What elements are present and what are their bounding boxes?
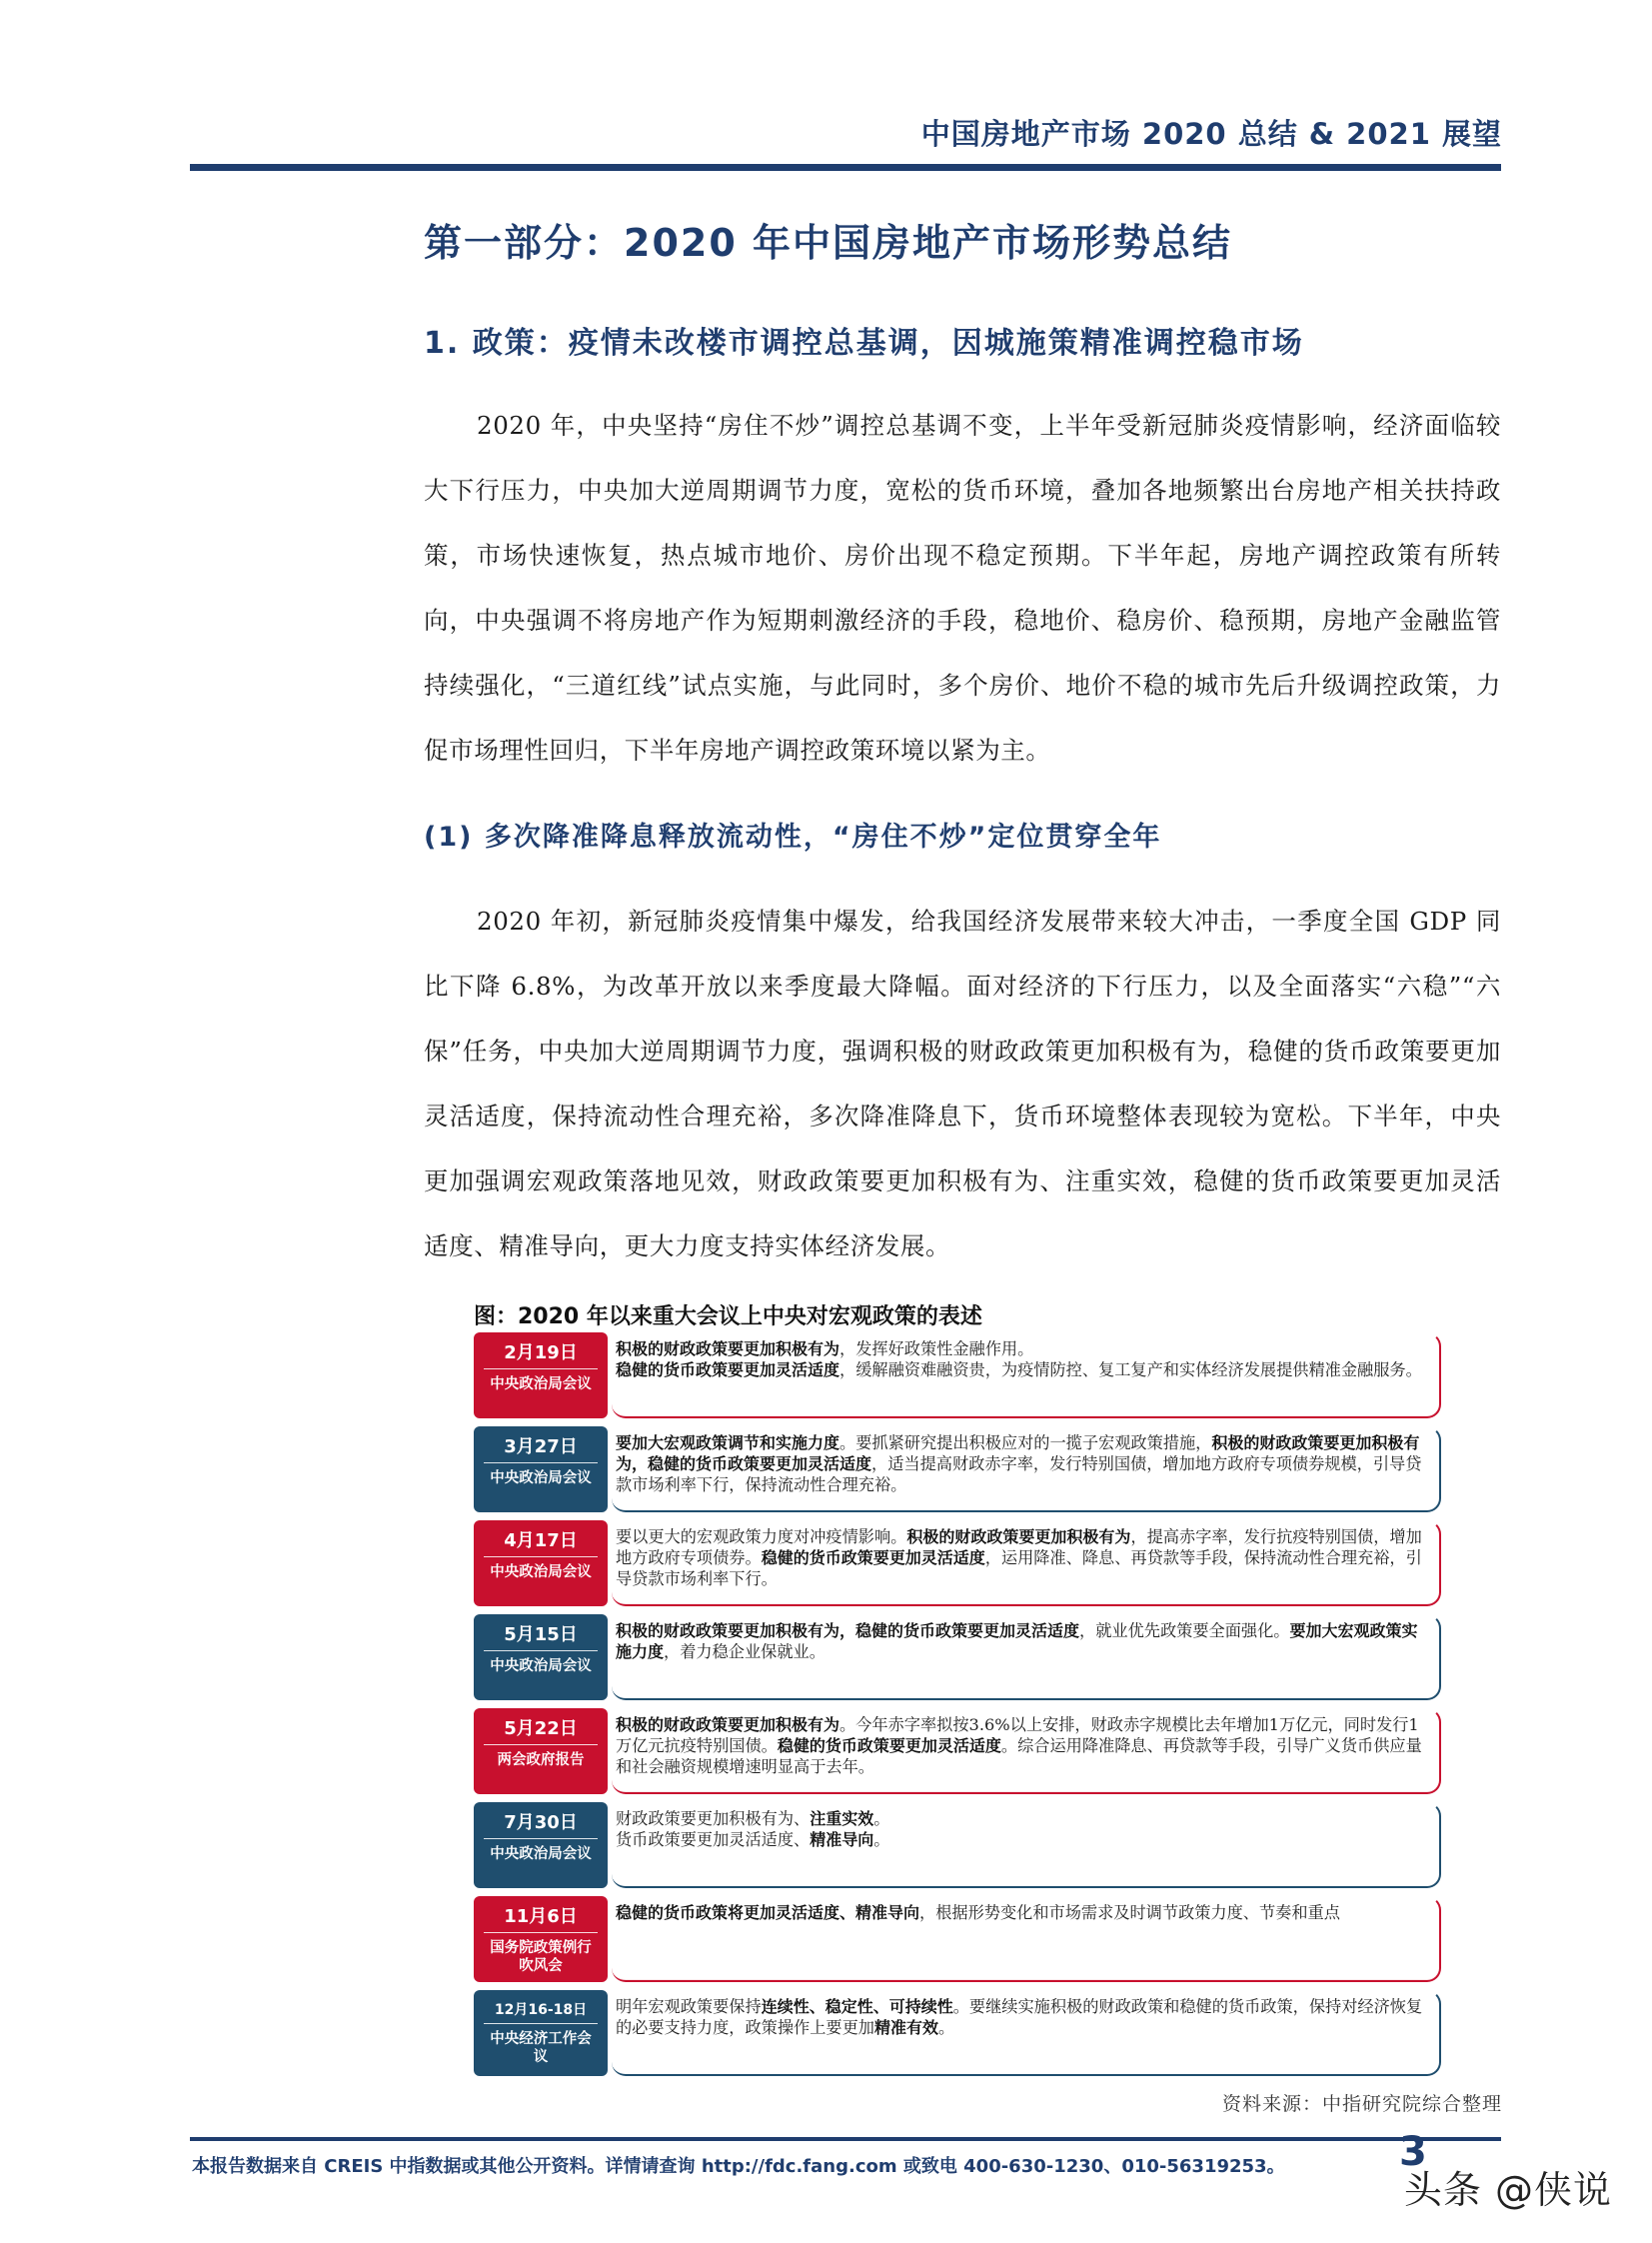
timeline-description — [612, 1708, 1441, 1794]
timeline-row — [474, 1990, 1443, 2076]
timeline-date: 4月17日 — [484, 1520, 598, 1557]
section-title: 1. 政策：疫情未改楼市调控总基调，因城施策精准调控稳市场 — [424, 326, 1304, 361]
emphasis-text: 积极的财政政策要更加积极有为，稳健的货币政策要更加灵活适度 — [616, 1433, 1420, 1473]
emphasis-text: 要加大宏观政策实施力度 — [616, 1621, 1418, 1661]
timeline-row — [474, 1520, 1443, 1606]
timeline-tag — [474, 1896, 608, 1982]
footer-rule — [190, 2137, 1501, 2141]
body-text: 。要抓紧研究提出积极应对的一揽子宏观政策措施， — [839, 1433, 1212, 1452]
timeline-description — [612, 1614, 1441, 1700]
timeline-org: 中央政治局会议 — [490, 1658, 592, 1674]
timeline-date: 5月22日 — [484, 1708, 598, 1745]
timeline-date: 2月19日 — [484, 1332, 598, 1369]
timeline-date: 3月27日 — [484, 1426, 598, 1463]
body-text: 。要继续实施积极的财政政策和稳健的货币政策，保持对经济恢复的必要支持力度，政策操作上要更加 — [616, 1997, 1423, 2037]
timeline-date: 7月30日 — [484, 1802, 598, 1839]
figure-source: 资料来源：中指研究院综合整理 — [1221, 2093, 1502, 2115]
timeline-org: 中央政治局会议 — [490, 1376, 592, 1392]
body-text: 要以更大的宏观政策力度对冲疫情影响。 — [616, 1527, 907, 1546]
body-text: 。 — [873, 1830, 890, 1849]
timeline-date: 5月15日 — [484, 1614, 598, 1651]
page-number: 3 — [1399, 2129, 1427, 2175]
timeline-row — [474, 1896, 1443, 1982]
emphasis-text: 要加大宏观政策调节和实施力度 — [616, 1433, 840, 1452]
emphasis-text: 积极的财政政策要更加积极有为 — [616, 1339, 840, 1358]
timeline-org: 中央经济工作会议 — [490, 2031, 592, 2065]
timeline-org: 两会政府报告 — [497, 1752, 585, 1768]
timeline-description — [612, 1802, 1441, 1888]
timeline-row — [474, 1332, 1443, 1418]
emphasis-text: 连续性、稳定性、可持续性 — [761, 1997, 953, 2016]
timeline-tag — [474, 1520, 608, 1606]
emphasis-text: 积极的财政政策要更加积极有为，稳健的货币政策要更加灵活适度 — [616, 1621, 1080, 1640]
emphasis-text: 稳健的货币政策要更加灵活适度 — [777, 1736, 1001, 1755]
timeline-tag — [474, 1990, 608, 2076]
timeline-tag — [474, 1614, 608, 1700]
body-text: 明年宏观政策要保持 — [616, 1997, 762, 2016]
timeline-org: 中央政治局会议 — [490, 1846, 592, 1862]
header-rule — [190, 164, 1501, 171]
body-text: ，提高赤字率，发行抗疫特别国债，增加地方政府专项债券。 — [616, 1527, 1422, 1567]
body-text: ，根据形势变化和市场需求及时调节政策力度、节奏和重点 — [919, 1903, 1340, 1922]
timeline-tag — [474, 1426, 608, 1512]
timeline-description — [612, 1426, 1441, 1512]
timeline-description — [612, 1990, 1441, 2076]
header-title: 中国房地产市场 2020 总结 & 2021 展望 — [920, 117, 1502, 151]
part-title: 第一部分：2020 年中国房地产市场形势总结 — [424, 221, 1232, 265]
body-text: 。综合运用降准降息、再贷款等手段，引导广义货币供应量和社会融资规模增速明显高于去年。 — [616, 1736, 1422, 1776]
paragraph-1: 2020 年，中央坚持“房住不炒”调控总基调不变，上半年受新冠肺炎疫情影响，经济面临较大下行压力，中央加大逆周期调节力度，宽松的货币环境，叠加各地频繁出台房地产相关扶持政策，市场快速恢复，热点城市地价、房价出现不稳定预期。下半年起，房地产调控政策有所转向，中央强调不将房地产作为短期刺激经济的手段，稳地价、稳房价、稳预期，房地产金融监管持续强化，“三道红线”试点实施，与此同时，多个房价、地价不稳的城市先后升级调控政策，力促市场理性回归，下半年房地产调控政策环境以紧为主。 — [424, 411, 1501, 765]
emphasis-text: 稳健的货币政策要更加灵活适度 — [616, 1360, 840, 1379]
emphasis-text: 积极的财政政策要更加积极有为 — [616, 1715, 840, 1734]
timeline-tag — [474, 1708, 608, 1794]
timeline-date: 11月6日 — [484, 1896, 598, 1933]
body-text: 。今年赤字率拟按3.6%以上安排，财政赤字规模比去年增加1万亿元，同时发行1万亿元抗疫特别国债。 — [616, 1715, 1419, 1755]
body-text: 。 — [873, 1809, 890, 1828]
body-text: ，发挥好政策性金融作用。 — [839, 1339, 1034, 1358]
body-text: 。 — [938, 2018, 955, 2037]
timeline-org: 中央政治局会议 — [490, 1564, 592, 1580]
emphasis-text: 稳健的货币政策要更加灵活适度 — [761, 1548, 985, 1567]
body-text: ，适当提高财政赤字率，发行特别国债，增加地方政府专项债券规模，引导贷款市场利率下行，保持流动性合理充裕。 — [616, 1454, 1422, 1494]
body-text: 财政政策要更加积极有为、 — [616, 1809, 811, 1828]
footer-text: 本报告数据来自 CREIS 中指数据或其他公开资料。详情请查询 http://fdc.fang.com 或致电 400-630-1230、010-56319253。 — [192, 2156, 1285, 2177]
timeline-tag — [474, 1332, 608, 1418]
emphasis-text: 注重实效 — [810, 1809, 874, 1828]
timeline-date: 12月16-18日 — [484, 1990, 598, 2024]
paragraph-2: 2020 年初，新冠肺炎疫情集中爆发，给我国经济发展带来较大冲击，一季度全国 GDP 同比下降 6.8%，为改革开放以来季度最大降幅。面对经济的下行压力，以及全面落实“六稳”“六保”任务，中央加大逆周期调节力度，强调积极的财政政策更加积极有为，稳健的货币政策要更加灵活适度，保持流动性合理充裕，多次降准降息下，货币环境整体表现较为宽松。下半年，中央更加强调宏观政策落地见效，财政政策要更加积极有为、注重实效，稳健的货币政策要更加灵活适度、精准导向，更大力度支持实体经济发展。 — [424, 907, 1501, 1260]
timeline-row — [474, 1426, 1443, 1512]
timeline-row — [474, 1708, 1443, 1794]
emphasis-text: 稳健的货币政策将更加灵活适度、精准导向 — [616, 1903, 920, 1922]
body-text: ，着力稳企业保就业。 — [664, 1642, 826, 1661]
body-text: ，就业优先政策要全面强化。 — [1079, 1621, 1290, 1640]
body-text: ，运用降准、降息、再贷款等手段，保持流动性合理充裕，引导贷款市场利率下行。 — [616, 1548, 1422, 1588]
body-text: ，缓解融资难融资贵，为疫情防控、复工复产和实体经济发展提供精准金融服务。 — [839, 1360, 1422, 1379]
timeline-org: 国务院政策例行吹风会 — [490, 1940, 592, 1974]
emphasis-text: 精准导向 — [810, 1830, 874, 1849]
figure-title: 图：2020 年以来重大会议上中央对宏观政策的表述 — [474, 1304, 982, 1329]
timeline-description — [612, 1332, 1441, 1418]
timeline-tag — [474, 1802, 608, 1888]
timeline-row — [474, 1614, 1443, 1700]
timeline-description — [612, 1896, 1441, 1982]
subsection-title: (1) 多次降准降息释放流动性，“房住不炒”定位贯穿全年 — [424, 822, 1162, 853]
watermark: 头条 @侠说 — [1403, 2168, 1612, 2212]
emphasis-text: 精准有效 — [874, 2018, 939, 2037]
timeline-org: 中央政治局会议 — [490, 1470, 592, 1486]
emphasis-text: 积极的财政政策要更加积极有为 — [906, 1527, 1131, 1546]
timeline-row — [474, 1802, 1443, 1888]
body-text: 货币政策要更加灵活适度、 — [616, 1830, 811, 1849]
timeline-description — [612, 1520, 1441, 1606]
